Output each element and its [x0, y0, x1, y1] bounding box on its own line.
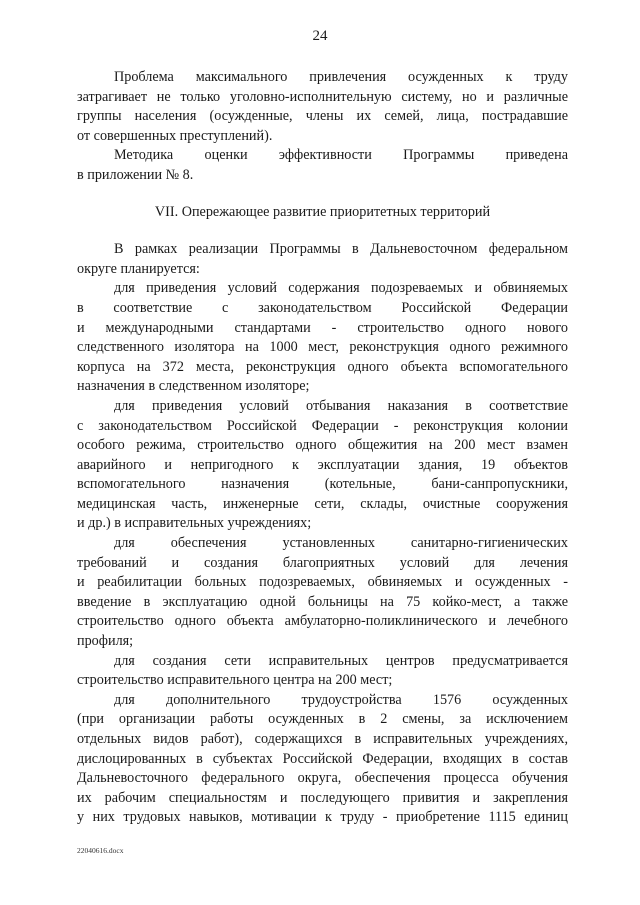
text-line: округе планируется:	[77, 260, 200, 277]
paragraph-sanitary-requirements	[77, 534, 568, 652]
paragraph-detention-conditions	[77, 279, 568, 397]
paragraph-methodology	[77, 146, 568, 185]
text-line: отдельных видов работ), содержащихся в исправительных учреждениях,	[77, 731, 568, 747]
text-line: строительство одного объекта амбулаторно-поликлинического и лечебного	[77, 613, 568, 630]
text-line: их рабочим специальностям и последующего привития и закрепления	[77, 789, 568, 806]
paragraph-employment	[77, 691, 568, 828]
text-line: и реабилитации больных подозреваемых, обвиняемых и осужденных -	[77, 574, 568, 591]
text-line: аварийного и непригодного к эксплуатации здания, 19 объектов	[77, 456, 568, 473]
text-line: особого режима, строительство одного общежития на 200 мест взамен	[77, 437, 568, 454]
text-line: (при организации работы осужденных в 2 смены, за исключением	[77, 711, 568, 728]
text-line: назначения в следственном изоляторе;	[77, 378, 310, 395]
text-line: следственного изолятора на 1000 мест, реконструкция одного режимного	[77, 339, 568, 356]
text-line: введение в эксплуатацию одной больницы на 75 койко-мест, а также	[77, 593, 568, 610]
section-heading: VII. Опережающее развитие приоритетных территорий	[154, 203, 491, 220]
text-line: корпуса на 372 места, реконструкция одного объекта вспомогательного	[77, 358, 568, 375]
text-line: и международными стандартами - строительство одного нового	[77, 319, 568, 336]
text-line: и др.) в исправительных учреждениях;	[77, 515, 312, 532]
text-line: от совершенных преступлений).	[77, 127, 273, 144]
text-line: в приложении № 8.	[77, 166, 194, 183]
text-line: затрагивает не только уголовно-исполнительную систему, но и различные	[77, 88, 568, 105]
text-line: строительство исправительного центра на 200 мест;	[77, 672, 393, 689]
paragraph-intro	[77, 240, 568, 279]
text-line: вспомогательного назначения (котельные, бани-санпропускники,	[77, 476, 568, 493]
file-name-footer: 22040616.docx	[77, 846, 124, 855]
paragraph-punishment-conditions	[77, 397, 568, 534]
text-line: для создания сети исправительных центров предусматривается	[114, 652, 568, 669]
text-line: Проблема максимального привлечения осужденных к труду	[114, 69, 568, 85]
page-number: 24	[312, 28, 328, 44]
text-line: дислоцированных в субъектах Российской Федерации, входящих в состав	[77, 750, 568, 767]
text-line: для обеспечения установленных санитарно-гигиенических	[114, 535, 568, 552]
text-line: В рамках реализации Программы в Дальневосточном федеральном	[114, 241, 568, 258]
paragraph-convict-labor	[77, 68, 568, 146]
text-line: требований и создания благоприятных условий для лечения	[77, 554, 568, 571]
text-line: для приведения условий отбывания наказания в соответствие	[114, 397, 568, 414]
document-body	[77, 68, 568, 828]
text-line: в соответствие с законодательством Российской Федерации	[77, 299, 568, 316]
paragraph-correctional-centers	[77, 652, 568, 691]
text-line: группы населения (осужденные, члены их семей, лица, пострадавшие	[77, 108, 568, 125]
text-line: медицинская часть, инженерные сети, склады, очистные сооружения	[77, 495, 568, 512]
text-line: у них трудовых навыков, мотивации к труду - приобретение 1115 единиц	[77, 809, 568, 826]
text-line: для приведения условий содержания подозреваемых и обвиняемых	[114, 280, 568, 297]
text-line: Методика оценки эффективности Программы приведена	[114, 147, 568, 164]
text-line: Дальневосточного федерального округа, обеспечения процесса обучения	[77, 770, 568, 787]
text-line: для дополнительного трудоустройства 1576 осужденных	[114, 691, 568, 708]
text-line: с законодательством Российской Федерации - реконструкция колонии	[77, 417, 568, 434]
text-line: профиля;	[77, 633, 134, 650]
